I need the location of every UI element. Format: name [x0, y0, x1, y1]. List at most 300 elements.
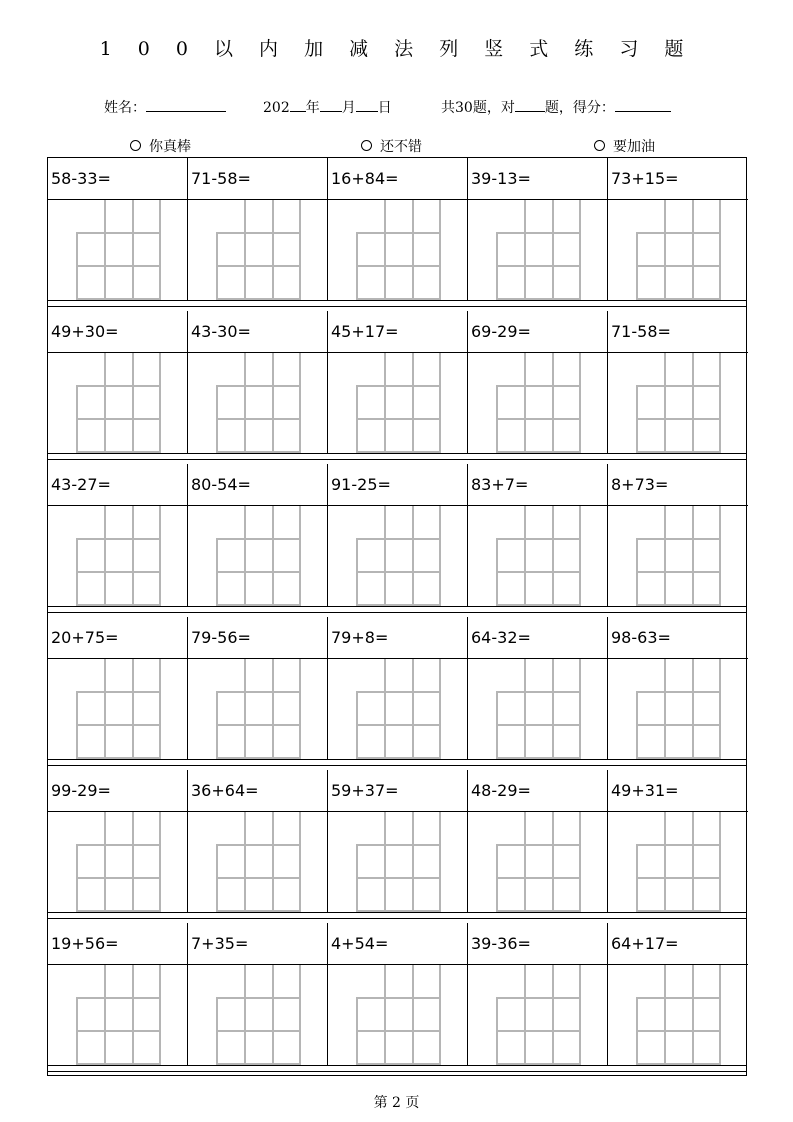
problem-row	[48, 770, 746, 913]
guide-line	[216, 604, 301, 606]
guide-line	[216, 538, 301, 540]
guide-line	[216, 757, 301, 759]
score-blank[interactable]	[615, 97, 671, 112]
guide-line	[356, 877, 441, 879]
problem-text: 39-13=	[471, 169, 531, 188]
guide-line	[496, 571, 581, 573]
guide-line	[356, 910, 441, 912]
problem-text: 79+8=	[331, 628, 389, 647]
guide-line	[356, 538, 441, 540]
guide-line	[524, 965, 526, 1065]
rating-label: 要加油	[613, 139, 655, 155]
guide-line	[356, 1030, 441, 1032]
month-label: 月	[341, 100, 356, 116]
guide-line	[244, 659, 246, 759]
vertical-calc-box[interactable]	[328, 965, 468, 1065]
vertical-calc-box[interactable]	[188, 659, 328, 759]
guide-line	[216, 844, 301, 846]
guide-line	[524, 200, 526, 300]
problem-cell	[468, 770, 608, 912]
guide-line	[636, 265, 721, 267]
guide-line	[159, 353, 161, 453]
guide-line	[104, 812, 106, 912]
guide-line	[636, 298, 721, 300]
name-field	[104, 97, 226, 117]
guide-line	[216, 298, 301, 300]
guide-line	[692, 506, 694, 606]
guide-line	[272, 965, 274, 1065]
guide-line	[216, 232, 301, 234]
problem-cell	[468, 617, 608, 759]
guide-line	[496, 844, 581, 846]
guide-line	[412, 965, 414, 1065]
problem-text: 79-56=	[191, 628, 251, 647]
guide-line	[636, 844, 721, 846]
guide-line	[692, 812, 694, 912]
guide-line	[496, 724, 581, 726]
guide-line	[664, 812, 666, 912]
problem-cell	[48, 311, 188, 453]
guide-line	[299, 200, 301, 300]
guide-line	[159, 659, 161, 759]
problem-text: 16+84=	[331, 169, 399, 188]
problem-text: 69-29=	[471, 322, 531, 341]
guide-line	[244, 506, 246, 606]
guide-line	[496, 451, 581, 453]
guide-line	[216, 910, 301, 912]
question-label: 题，得分：	[544, 100, 615, 116]
guide-line	[496, 418, 581, 420]
problem-cell	[328, 923, 468, 1065]
guide-line	[216, 385, 301, 387]
guide-line	[299, 506, 301, 606]
problem-cell	[328, 464, 468, 606]
guide-line	[216, 1063, 301, 1065]
guide-line	[636, 538, 721, 540]
guide-line	[636, 571, 721, 573]
problem-row	[48, 158, 746, 301]
vertical-calc-box[interactable]	[468, 353, 608, 453]
vertical-calc-box[interactable]	[188, 506, 328, 606]
guide-line	[636, 691, 721, 693]
guide-line	[356, 451, 441, 453]
day-label: 日	[377, 100, 392, 116]
guide-line	[636, 451, 721, 453]
guide-line	[636, 910, 721, 912]
guide-line	[664, 200, 666, 300]
guide-line	[384, 353, 386, 453]
vertical-calc-box[interactable]	[328, 200, 468, 300]
guide-line	[104, 965, 106, 1065]
guide-line	[76, 997, 161, 999]
guide-line	[244, 200, 246, 300]
guide-line	[356, 385, 441, 387]
guide-line	[216, 451, 301, 453]
problem-text: 83+7=	[471, 475, 529, 494]
vertical-calc-box[interactable]	[468, 965, 608, 1065]
correct-blank[interactable]	[515, 97, 545, 112]
vertical-calc-box[interactable]	[468, 200, 608, 300]
guide-line	[76, 298, 161, 300]
guide-line	[579, 965, 581, 1065]
problem-grid	[47, 157, 747, 1076]
problem-text: 73+15=	[611, 169, 679, 188]
guide-line	[636, 385, 721, 387]
guide-line	[132, 965, 134, 1065]
guide-line	[76, 418, 161, 420]
guide-line	[719, 200, 721, 300]
problem-cell	[468, 311, 608, 453]
problem-text: 98-63=	[611, 628, 671, 647]
vertical-calc-box[interactable]	[328, 506, 468, 606]
problem-text: 99-29=	[51, 781, 111, 800]
guide-line	[579, 812, 581, 912]
guide-line	[412, 659, 414, 759]
problem-cell	[188, 311, 328, 453]
guide-line	[579, 659, 581, 759]
guide-line	[76, 1030, 161, 1032]
guide-line	[496, 1063, 581, 1065]
problem-text: 80-54=	[191, 475, 251, 494]
problem-cell	[468, 923, 608, 1065]
guide-line	[76, 910, 161, 912]
problem-cell	[188, 770, 328, 912]
row-separator	[48, 612, 746, 613]
guide-line	[664, 506, 666, 606]
problem-cell	[608, 464, 748, 606]
guide-line	[356, 997, 441, 999]
problem-cell	[48, 770, 188, 912]
problem-cell	[608, 923, 748, 1065]
problem-row	[48, 464, 746, 607]
guide-line	[272, 200, 274, 300]
guide-line	[552, 812, 554, 912]
page-title: 1 0 0 以 内 加 减 法 列 竖 式 练 习 题	[99, 38, 694, 60]
radio-circle-icon	[361, 140, 372, 151]
guide-line	[719, 506, 721, 606]
total-label: 共30题，对	[441, 100, 515, 116]
problem-cell	[608, 617, 748, 759]
vertical-calc-box[interactable]	[468, 812, 608, 912]
year-blank[interactable]	[290, 97, 306, 112]
vertical-calc-box[interactable]	[48, 965, 188, 1065]
vertical-calc-box[interactable]	[608, 506, 748, 606]
guide-line	[439, 659, 441, 759]
guide-line	[76, 1063, 161, 1065]
rating-option-3[interactable]	[594, 136, 655, 156]
vertical-calc-box[interactable]	[328, 812, 468, 912]
guide-line	[216, 877, 301, 879]
guide-line	[244, 812, 246, 912]
problem-text: 64+17=	[611, 934, 679, 953]
problem-cell	[328, 770, 468, 912]
vertical-calc-box[interactable]	[48, 659, 188, 759]
guide-line	[104, 659, 106, 759]
guide-line	[496, 265, 581, 267]
guide-line	[76, 451, 161, 453]
problem-text: 8+73=	[611, 475, 669, 494]
row-separator	[48, 306, 746, 307]
problem-text: 36+64=	[191, 781, 259, 800]
vertical-calc-box[interactable]	[188, 200, 328, 300]
guide-line	[299, 965, 301, 1065]
vertical-calc-box[interactable]	[48, 812, 188, 912]
guide-line	[636, 1063, 721, 1065]
vertical-calc-box[interactable]	[608, 965, 748, 1065]
problem-text: 43-27=	[51, 475, 111, 494]
problem-cell	[188, 923, 328, 1065]
guide-line	[552, 659, 554, 759]
name-blank[interactable]	[146, 97, 226, 112]
guide-line	[76, 538, 161, 540]
date-field	[263, 97, 392, 117]
problem-row	[48, 311, 746, 454]
guide-line	[356, 265, 441, 267]
guide-line	[552, 965, 554, 1065]
vertical-calc-box[interactable]	[48, 506, 188, 606]
guide-line	[76, 844, 161, 846]
problem-cell	[468, 158, 608, 300]
guide-line	[356, 844, 441, 846]
guide-line	[76, 724, 161, 726]
guide-line	[132, 200, 134, 300]
guide-line	[636, 1030, 721, 1032]
guide-line	[132, 659, 134, 759]
guide-line	[76, 571, 161, 573]
problem-cell	[48, 464, 188, 606]
guide-line	[356, 571, 441, 573]
guide-line	[159, 506, 161, 606]
vertical-calc-box[interactable]	[608, 353, 748, 453]
guide-line	[579, 353, 581, 453]
guide-line	[579, 506, 581, 606]
guide-line	[159, 200, 161, 300]
guide-line	[216, 265, 301, 267]
guide-line	[636, 997, 721, 999]
vertical-calc-box[interactable]	[48, 353, 188, 453]
guide-line	[719, 965, 721, 1065]
guide-line	[579, 200, 581, 300]
guide-line	[132, 506, 134, 606]
guide-line	[692, 965, 694, 1065]
vertical-calc-box[interactable]	[188, 353, 328, 453]
problem-text: 71-58=	[611, 322, 671, 341]
guide-line	[692, 200, 694, 300]
vertical-calc-box[interactable]	[468, 659, 608, 759]
guide-line	[439, 200, 441, 300]
guide-line	[384, 659, 386, 759]
guide-line	[76, 604, 161, 606]
guide-line	[412, 353, 414, 453]
guide-line	[132, 812, 134, 912]
problem-cell	[48, 923, 188, 1065]
problem-text: 71-58=	[191, 169, 251, 188]
guide-line	[496, 385, 581, 387]
problem-text: 20+75=	[51, 628, 119, 647]
guide-line	[299, 353, 301, 453]
guide-line	[104, 353, 106, 453]
guide-line	[356, 724, 441, 726]
guide-line	[76, 265, 161, 267]
score-field	[441, 97, 671, 117]
guide-line	[496, 604, 581, 606]
guide-line	[412, 200, 414, 300]
guide-line	[496, 877, 581, 879]
problem-text: 4+54=	[331, 934, 389, 953]
guide-line	[636, 724, 721, 726]
guide-line	[664, 965, 666, 1065]
guide-line	[636, 418, 721, 420]
guide-line	[412, 506, 414, 606]
vertical-calc-box[interactable]	[48, 200, 188, 300]
problem-row	[48, 923, 746, 1066]
guide-line	[524, 506, 526, 606]
guide-line	[216, 418, 301, 420]
problem-row	[48, 617, 746, 760]
radio-circle-icon	[594, 140, 605, 151]
guide-line	[356, 232, 441, 234]
guide-line	[552, 506, 554, 606]
guide-line	[244, 965, 246, 1065]
guide-line	[524, 353, 526, 453]
row-separator	[48, 1071, 746, 1072]
problem-cell	[48, 617, 188, 759]
guide-line	[76, 385, 161, 387]
row-separator	[48, 918, 746, 919]
vertical-calc-box[interactable]	[608, 812, 748, 912]
guide-line	[719, 659, 721, 759]
radio-circle-icon	[130, 140, 141, 151]
guide-line	[132, 353, 134, 453]
guide-line	[76, 232, 161, 234]
guide-line	[356, 298, 441, 300]
guide-line	[356, 1063, 441, 1065]
guide-line	[719, 812, 721, 912]
guide-line	[356, 691, 441, 693]
problem-cell	[328, 617, 468, 759]
guide-line	[496, 757, 581, 759]
guide-line	[692, 659, 694, 759]
guide-line	[636, 604, 721, 606]
row-separator	[48, 459, 746, 460]
guide-line	[552, 353, 554, 453]
guide-line	[496, 691, 581, 693]
problem-cell	[188, 617, 328, 759]
guide-line	[299, 659, 301, 759]
guide-line	[272, 506, 274, 606]
vertical-calc-box[interactable]	[328, 659, 468, 759]
guide-line	[76, 691, 161, 693]
guide-line	[636, 877, 721, 879]
guide-line	[384, 965, 386, 1065]
guide-line	[244, 353, 246, 453]
row-separator	[48, 765, 746, 766]
problem-text: 7+35=	[191, 934, 249, 953]
guide-line	[216, 724, 301, 726]
guide-line	[496, 910, 581, 912]
problem-cell	[188, 158, 328, 300]
guide-line	[384, 506, 386, 606]
problem-text: 64-32=	[471, 628, 531, 647]
problem-cell	[48, 158, 188, 300]
guide-line	[104, 200, 106, 300]
guide-line	[76, 757, 161, 759]
vertical-calc-box[interactable]	[188, 965, 328, 1065]
page-number: 第 2 页	[373, 1095, 420, 1111]
guide-line	[496, 538, 581, 540]
guide-line	[439, 812, 441, 912]
problem-cell	[188, 464, 328, 606]
problem-text: 45+17=	[331, 322, 399, 341]
guide-line	[412, 812, 414, 912]
guide-line	[216, 1030, 301, 1032]
problem-cell	[468, 464, 608, 606]
problem-cell	[608, 158, 748, 300]
guide-line	[216, 571, 301, 573]
vertical-calc-box[interactable]	[328, 353, 468, 453]
guide-line	[159, 965, 161, 1065]
guide-line	[496, 232, 581, 234]
problem-text: 49+31=	[611, 781, 679, 800]
guide-line	[664, 353, 666, 453]
guide-line	[719, 353, 721, 453]
guide-line	[636, 757, 721, 759]
vertical-calc-box[interactable]	[608, 659, 748, 759]
guide-line	[439, 506, 441, 606]
guide-line	[356, 604, 441, 606]
rating-option-2[interactable]	[361, 136, 422, 156]
guide-line	[104, 506, 106, 606]
day-blank[interactable]	[356, 97, 378, 112]
guide-line	[384, 200, 386, 300]
vertical-calc-box[interactable]	[468, 506, 608, 606]
guide-line	[299, 812, 301, 912]
problem-cell	[328, 311, 468, 453]
problem-cell	[608, 311, 748, 453]
problem-cell	[328, 158, 468, 300]
vertical-calc-box[interactable]	[608, 200, 748, 300]
year-label: 年	[305, 100, 320, 116]
guide-line	[496, 997, 581, 999]
problem-text: 48-29=	[471, 781, 531, 800]
rating-option-1[interactable]	[130, 136, 191, 156]
problem-text: 39-36=	[471, 934, 531, 953]
guide-line	[636, 232, 721, 234]
rating-label: 你真棒	[149, 139, 191, 155]
problem-text: 19+56=	[51, 934, 119, 953]
guide-line	[439, 353, 441, 453]
guide-line	[552, 200, 554, 300]
guide-line	[272, 812, 274, 912]
problem-text: 91-25=	[331, 475, 391, 494]
guide-line	[272, 353, 274, 453]
guide-line	[524, 812, 526, 912]
guide-line	[496, 298, 581, 300]
guide-line	[384, 812, 386, 912]
rating-label: 还不错	[380, 139, 422, 155]
vertical-calc-box[interactable]	[188, 812, 328, 912]
problem-cell	[608, 770, 748, 912]
guide-line	[524, 659, 526, 759]
guide-line	[664, 659, 666, 759]
guide-line	[159, 812, 161, 912]
problem-text: 59+37=	[331, 781, 399, 800]
problem-text: 58-33=	[51, 169, 111, 188]
name-label: 姓名：	[104, 100, 146, 116]
guide-line	[356, 757, 441, 759]
guide-line	[496, 1030, 581, 1032]
month-blank[interactable]	[320, 97, 342, 112]
